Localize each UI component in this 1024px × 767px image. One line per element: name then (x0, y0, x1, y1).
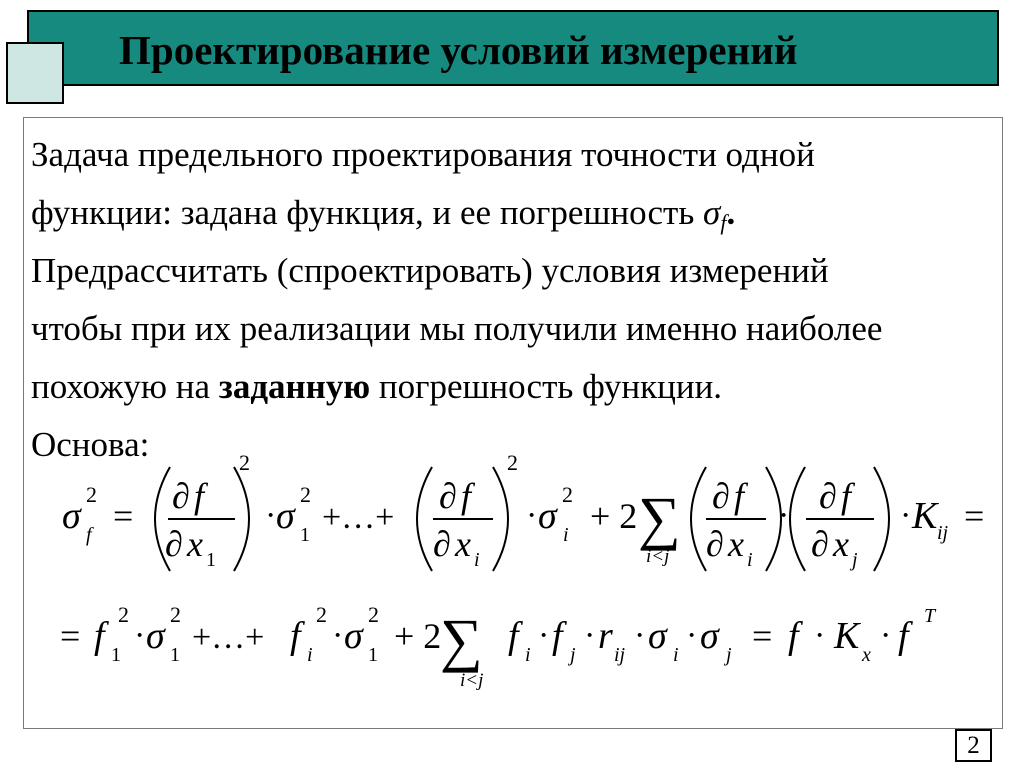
page-number: 2 (955, 729, 992, 762)
formula-2 (60, 602, 937, 691)
f1-f-2: f (461, 476, 472, 516)
f2-sigma-1-sup: 2 (170, 602, 181, 627)
body-line-6: Основа: (31, 425, 150, 464)
f1-dot-1: · (265, 497, 277, 534)
f2-dot-7: · (814, 617, 826, 654)
f1-paren-l-3 (691, 467, 706, 571)
f2-f-T: f (898, 615, 909, 657)
f2-f-i-sup: 2 (316, 602, 327, 627)
f1-sigma-sup: 2 (86, 482, 97, 507)
f1-d-1: ∂ (172, 476, 190, 516)
body-line-5-suffix: погрешность функции. (370, 367, 723, 406)
f2-f-i: f (290, 615, 301, 657)
f2-r-sub: ij (614, 644, 626, 666)
formula-1 (62, 450, 984, 571)
f2-sigma-i: σ (648, 615, 667, 657)
f1-x-2-sub: i (474, 549, 480, 571)
f1-x-2: x (455, 524, 471, 564)
f1-sigma-i: σ (538, 495, 557, 537)
f2-sigma-i-sub: i (673, 644, 679, 666)
f2-f-1: f (94, 615, 105, 657)
f2-K: K (834, 615, 860, 657)
f2-sigma-j: σ (700, 615, 719, 657)
f1-x-4: x (833, 524, 849, 564)
f1-plus-two: + 2 (590, 496, 638, 536)
f2-f-i-2-sub: i (525, 644, 531, 666)
f2-f-j-sub: j (570, 644, 576, 666)
f1-sigma-1: σ (276, 495, 295, 537)
f1-f-3: f (734, 476, 745, 516)
f1-dot-2: · (526, 497, 538, 534)
sigma-f-subscript: f (720, 210, 727, 235)
f1-x-1-sub: 1 (206, 549, 216, 571)
f2-sigma-2-sub: 1 (368, 644, 378, 666)
f2-equals-1: = (60, 616, 81, 656)
f1-sum: ∑ (638, 485, 681, 551)
sigma-f-symbol: σ (703, 193, 721, 232)
f2-f-T-sup: T (924, 605, 936, 627)
f1-K-sub: ij (937, 522, 949, 544)
f2-sigma-1: σ (146, 615, 165, 657)
f1-f-4: f (841, 476, 852, 516)
f1-d-2: ∂ (165, 524, 183, 564)
f1-sigma-sub: f (86, 524, 92, 546)
f2-equals-2: = (752, 616, 773, 656)
f1-dot-4: · (900, 497, 912, 534)
f2-dot-6: · (686, 617, 698, 654)
f1-sq-2: 2 (507, 450, 518, 475)
f1-K: K (912, 495, 938, 537)
f2-f-i-2: f (508, 615, 519, 657)
f2-plus-dots: +…+ (192, 619, 265, 656)
f1-d-6: ∂ (706, 524, 724, 564)
f2-dot-1: · (134, 617, 146, 654)
f1-sigma-1-sub: 1 (300, 524, 310, 546)
f2-sigma-2-sup: 2 (368, 602, 379, 627)
f2-f-i-sub: i (307, 644, 313, 666)
f2-f-j: f (552, 615, 563, 657)
f1-dot-3: · (778, 497, 790, 534)
f2-dot-3: · (538, 617, 550, 654)
f1-sigma-i-sup: 2 (562, 482, 573, 507)
f2-dot-5: · (634, 617, 646, 654)
f1-sq-1: 2 (239, 450, 250, 475)
f1-plus-dots: +…+ (322, 499, 395, 536)
f1-d-5: ∂ (712, 476, 730, 516)
f1-paren-l-4 (790, 467, 805, 571)
f2-f-1-sub: 1 (111, 644, 121, 666)
body-line-5-prefix: похожую на (31, 367, 219, 406)
f1-paren-r-4 (874, 467, 889, 571)
f1-sigma: σ (62, 495, 81, 537)
f2-sigma-1-sub: 1 (170, 644, 180, 666)
f1-paren-l-2 (417, 467, 432, 571)
f2-plus-two: + 2 (394, 616, 442, 656)
f2-dot-8: · (880, 617, 892, 654)
f1-x-3-sub: i (747, 549, 753, 571)
f1-sigma-1-sup: 2 (300, 482, 311, 507)
body-line-4: чтобы при их реализации мы получили именно наиболее (31, 309, 883, 348)
f1-sum-index: i<j (646, 546, 670, 567)
f2-f-1-sup: 2 (118, 602, 129, 627)
f2-sum: ∑ (440, 607, 483, 673)
f1-paren-r-1 (234, 467, 249, 571)
f1-sigma-i-sub: i (563, 524, 569, 546)
body-line-2-period: . (726, 193, 736, 232)
f2-r: r (598, 615, 613, 657)
f2-sigma-j-sub: j (726, 644, 732, 666)
f2-sigma-2: σ (344, 615, 363, 657)
body-line-5-bold: заданную (218, 367, 371, 406)
slide-title: Проектирование условий измерений (119, 27, 798, 73)
body-line-2-text: функции: задана функция, и ее погрешность (31, 193, 704, 232)
f1-d-8: ∂ (811, 524, 829, 564)
f1-d-4: ∂ (433, 524, 451, 564)
f1-x-1: x (187, 524, 203, 564)
f1-equals: = (113, 496, 134, 536)
f2-dot-4: · (584, 617, 596, 654)
f1-d-3: ∂ (439, 476, 457, 516)
body-line-1: Задача предельного проектирования точности одной (31, 135, 815, 174)
f2-dot-2: · (332, 617, 344, 654)
f1-f-1: f (194, 476, 205, 516)
f1-x-3: x (728, 524, 744, 564)
f1-paren-r-2 (493, 467, 508, 571)
f2-sum-index: i<j (460, 670, 484, 691)
f2-f-vec: f (788, 615, 799, 657)
body-line-3: Предрассчитать (спроектировать) условия измерений (31, 251, 829, 290)
f1-x-4-sub: j (852, 549, 858, 571)
f1-d-7: ∂ (819, 476, 837, 516)
f1-trailing-equals: = (964, 496, 985, 536)
f2-K-sub: x (862, 644, 871, 666)
